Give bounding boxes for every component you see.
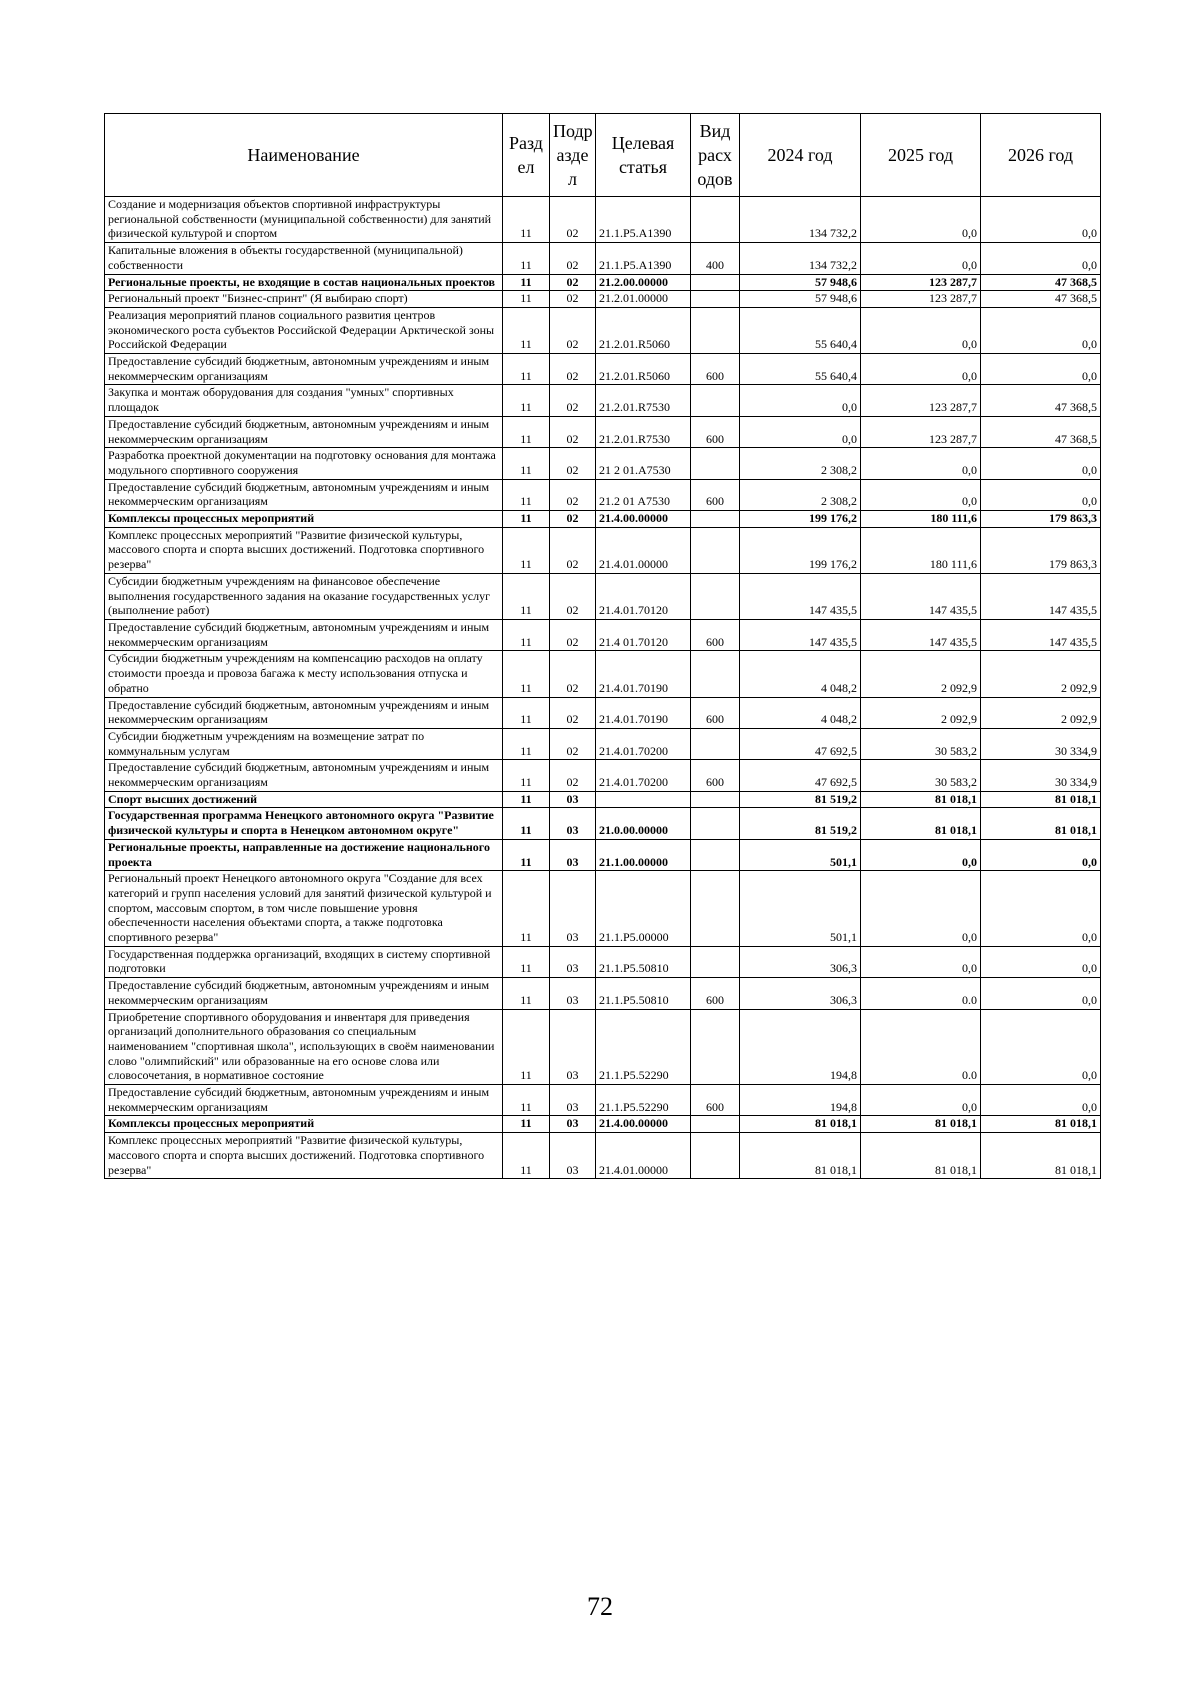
cell-razdel: 11 — [503, 527, 550, 573]
cell-2024: 306,3 — [740, 978, 861, 1009]
cell-2024: 57 948,6 — [740, 291, 861, 308]
cell-celevaya-statya: 21.2 01 A7530 — [596, 479, 691, 510]
header-2026: 2026 год — [981, 114, 1101, 197]
cell-podrazdel: 02 — [550, 479, 596, 510]
cell-2024: 47 692,5 — [740, 728, 861, 759]
table-header — [105, 114, 1101, 197]
header-2025: 2025 год — [861, 114, 981, 197]
cell-name: Региональные проекты, направленные на достижение национального проекта — [105, 839, 503, 870]
cell-2025: 0,0 — [861, 839, 981, 870]
cell-2024: 194,8 — [740, 1009, 861, 1085]
cell-name: Региональный проект Ненецкого автономного округа "Создание для всех категорий и групп населения условий для занятий физической культурой и спортом, массовым спортом, в том числе повышение уровня обеспеченности населения объектами спорта, а также подготовка спортивного резерва" — [105, 871, 503, 947]
cell-2024: 4 048,2 — [740, 651, 861, 697]
cell-name: Предоставление субсидий бюджетным, автономным учреждениям и иным некоммерческим организациям — [105, 416, 503, 447]
cell-2025: 0.0 — [861, 978, 981, 1009]
cell-name: Предоставление субсидий бюджетным, автономным учреждениям и иным некоммерческим организациям — [105, 479, 503, 510]
table-row — [105, 291, 1101, 308]
cell-podrazdel: 03 — [550, 871, 596, 947]
cell-2025: 0,0 — [861, 448, 981, 479]
cell-razdel: 11 — [503, 651, 550, 697]
cell-2026: 0,0 — [981, 197, 1101, 243]
cell-vid-raskhodov — [691, 1116, 740, 1133]
cell-vid-raskhodov: 600 — [691, 354, 740, 385]
cell-2024: 81 018,1 — [740, 1133, 861, 1179]
cell-podrazdel: 02 — [550, 197, 596, 243]
cell-razdel: 11 — [503, 1009, 550, 1085]
cell-2026: 0,0 — [981, 1009, 1101, 1085]
header-vid-raskhodov: Вид расх одов — [691, 114, 740, 197]
cell-2026: 0,0 — [981, 307, 1101, 353]
table-row — [105, 839, 1101, 870]
cell-2026: 0,0 — [981, 479, 1101, 510]
cell-2025: 81 018,1 — [861, 1116, 981, 1133]
cell-razdel: 11 — [503, 573, 550, 619]
cell-2026: 0,0 — [981, 243, 1101, 274]
cell-podrazdel: 02 — [550, 291, 596, 308]
cell-razdel: 11 — [503, 291, 550, 308]
cell-celevaya-statya: 21.1.P5.A1390 — [596, 243, 691, 274]
cell-podrazdel: 02 — [550, 619, 596, 650]
cell-podrazdel: 03 — [550, 1085, 596, 1116]
cell-podrazdel: 03 — [550, 1133, 596, 1179]
cell-name: Государственная поддержка организаций, входящих в систему спортивной подготовки — [105, 946, 503, 977]
cell-podrazdel: 02 — [550, 416, 596, 447]
cell-2026: 147 435,5 — [981, 573, 1101, 619]
cell-2025: 81 018,1 — [861, 808, 981, 839]
cell-razdel: 11 — [503, 760, 550, 791]
cell-2024: 194,8 — [740, 1085, 861, 1116]
cell-2025: 30 583,2 — [861, 760, 981, 791]
cell-2026: 0,0 — [981, 978, 1101, 1009]
cell-2025: 30 583,2 — [861, 728, 981, 759]
header-podrazdel: Подр азде л — [550, 114, 596, 197]
cell-2026: 2 092,9 — [981, 651, 1101, 697]
table-row — [105, 760, 1101, 791]
cell-2025: 0,0 — [861, 197, 981, 243]
cell-2025: 123 287,7 — [861, 385, 981, 416]
cell-vid-raskhodov: 600 — [691, 479, 740, 510]
cell-razdel: 11 — [503, 619, 550, 650]
cell-podrazdel: 02 — [550, 728, 596, 759]
cell-2026: 0,0 — [981, 871, 1101, 947]
cell-razdel: 11 — [503, 871, 550, 947]
cell-2024: 4 048,2 — [740, 697, 861, 728]
cell-razdel: 11 — [503, 839, 550, 870]
cell-2025: 0,0 — [861, 871, 981, 947]
cell-2026: 0,0 — [981, 946, 1101, 977]
cell-2026: 47 368,5 — [981, 291, 1101, 308]
cell-razdel: 11 — [503, 978, 550, 1009]
cell-razdel: 11 — [503, 197, 550, 243]
cell-celevaya-statya: 21.1.P5.50810 — [596, 978, 691, 1009]
table-row — [105, 1116, 1101, 1133]
table-row — [105, 511, 1101, 528]
cell-vid-raskhodov — [691, 728, 740, 759]
cell-2025: 0,0 — [861, 307, 981, 353]
table-row — [105, 274, 1101, 291]
cell-celevaya-statya: 21.1.P5.50810 — [596, 946, 691, 977]
cell-razdel: 11 — [503, 307, 550, 353]
cell-celevaya-statya: 21.4.01.00000 — [596, 1133, 691, 1179]
cell-vid-raskhodov — [691, 1009, 740, 1085]
cell-vid-raskhodov: 600 — [691, 416, 740, 447]
table-row — [105, 808, 1101, 839]
cell-2026: 30 334,9 — [981, 728, 1101, 759]
cell-podrazdel: 03 — [550, 791, 596, 808]
cell-2026: 0,0 — [981, 448, 1101, 479]
cell-celevaya-statya: 21.4.00.00000 — [596, 511, 691, 528]
cell-celevaya-statya: 21.2.01.R7530 — [596, 385, 691, 416]
cell-2025: 81 018,1 — [861, 1133, 981, 1179]
cell-2025: 147 435,5 — [861, 619, 981, 650]
cell-name: Капитальные вложения в объекты государственной (муниципальной) собственности — [105, 243, 503, 274]
cell-name: Предоставление субсидий бюджетным, автономным учреждениям и иным некоммерческим организациям — [105, 354, 503, 385]
table-body — [105, 197, 1101, 1179]
cell-2025: 0,0 — [861, 1085, 981, 1116]
cell-2026: 179 863,3 — [981, 511, 1101, 528]
cell-vid-raskhodov — [691, 573, 740, 619]
cell-podrazdel: 02 — [550, 448, 596, 479]
table-row — [105, 1133, 1101, 1179]
header-2024: 2024 год — [740, 114, 861, 197]
cell-name: Предоставление субсидий бюджетным, автономным учреждениям и иным некоммерческим организациям — [105, 760, 503, 791]
cell-podrazdel: 03 — [550, 839, 596, 870]
cell-2026: 30 334,9 — [981, 760, 1101, 791]
cell-podrazdel: 03 — [550, 978, 596, 1009]
cell-2025: 0,0 — [861, 479, 981, 510]
cell-2026: 81 018,1 — [981, 791, 1101, 808]
cell-razdel: 11 — [503, 728, 550, 759]
cell-name: Реализация мероприятий планов социального развития центров экономического роста субъектов Российской Федерации Арктической зоны Российской Федерации — [105, 307, 503, 353]
cell-2024: 81 018,1 — [740, 1116, 861, 1133]
table-row — [105, 479, 1101, 510]
cell-celevaya-statya — [596, 791, 691, 808]
cell-name: Региональный проект "Бизнес-спринт" (Я выбираю спорт) — [105, 291, 503, 308]
cell-2024: 2 308,2 — [740, 479, 861, 510]
cell-2025: 0.0 — [861, 1009, 981, 1085]
cell-2024: 0,0 — [740, 385, 861, 416]
table-row — [105, 791, 1101, 808]
cell-vid-raskhodov — [691, 291, 740, 308]
cell-celevaya-statya: 21.4.01.70200 — [596, 728, 691, 759]
table-row — [105, 871, 1101, 947]
cell-2024: 81 519,2 — [740, 791, 861, 808]
cell-2026: 81 018,1 — [981, 808, 1101, 839]
budget-table — [104, 113, 1101, 1179]
table-row — [105, 527, 1101, 573]
cell-podrazdel: 03 — [550, 808, 596, 839]
cell-podrazdel: 02 — [550, 760, 596, 791]
cell-razdel: 11 — [503, 354, 550, 385]
cell-2024: 306,3 — [740, 946, 861, 977]
cell-2024: 501,1 — [740, 871, 861, 947]
table-row — [105, 385, 1101, 416]
cell-2026: 47 368,5 — [981, 416, 1101, 447]
cell-razdel: 11 — [503, 1116, 550, 1133]
cell-vid-raskhodov — [691, 651, 740, 697]
cell-2024: 57 948,6 — [740, 274, 861, 291]
cell-podrazdel: 02 — [550, 354, 596, 385]
cell-2024: 199 176,2 — [740, 511, 861, 528]
cell-celevaya-statya: 21.1.P5.A1390 — [596, 197, 691, 243]
cell-celevaya-statya: 21.1.00.00000 — [596, 839, 691, 870]
cell-celevaya-statya: 21.4.01.70200 — [596, 760, 691, 791]
cell-razdel: 11 — [503, 385, 550, 416]
cell-2026: 0,0 — [981, 354, 1101, 385]
cell-celevaya-statya: 21.4.00.00000 — [596, 1116, 691, 1133]
cell-2024: 501,1 — [740, 839, 861, 870]
table-row — [105, 1085, 1101, 1116]
table-row — [105, 728, 1101, 759]
cell-razdel: 11 — [503, 946, 550, 977]
cell-name: Предоставление субсидий бюджетным, автономным учреждениям и иным некоммерческим организациям — [105, 697, 503, 728]
cell-2025: 2 092,9 — [861, 697, 981, 728]
cell-2026: 2 092,9 — [981, 697, 1101, 728]
cell-celevaya-statya: 21.2.01.R5060 — [596, 354, 691, 385]
header-celevaya-statya: Целевая статья — [596, 114, 691, 197]
cell-celevaya-statya: 21.0.00.00000 — [596, 808, 691, 839]
cell-2024: 47 692,5 — [740, 760, 861, 791]
cell-podrazdel: 02 — [550, 651, 596, 697]
cell-vid-raskhodov: 600 — [691, 760, 740, 791]
cell-vid-raskhodov — [691, 307, 740, 353]
cell-podrazdel: 02 — [550, 243, 596, 274]
table-row — [105, 1009, 1101, 1085]
cell-2024: 55 640,4 — [740, 354, 861, 385]
cell-razdel: 11 — [503, 1133, 550, 1179]
cell-razdel: 11 — [503, 697, 550, 728]
cell-name: Субсидии бюджетным учреждениям на возмещение затрат по коммунальным услугам — [105, 728, 503, 759]
cell-vid-raskhodov: 400 — [691, 243, 740, 274]
cell-podrazdel: 02 — [550, 307, 596, 353]
table-row — [105, 651, 1101, 697]
header-row — [105, 114, 1101, 197]
cell-razdel: 11 — [503, 511, 550, 528]
cell-vid-raskhodov: 600 — [691, 697, 740, 728]
cell-2024: 134 732,2 — [740, 197, 861, 243]
cell-celevaya-statya: 21.4.01.70190 — [596, 697, 691, 728]
cell-2025: 180 111,6 — [861, 511, 981, 528]
cell-celevaya-statya: 21 2 01.A7530 — [596, 448, 691, 479]
cell-name: Закупка и монтаж оборудования для создания "умных" спортивных площадок — [105, 385, 503, 416]
cell-celevaya-statya: 21.4.01.00000 — [596, 527, 691, 573]
cell-vid-raskhodov — [691, 527, 740, 573]
table-row — [105, 197, 1101, 243]
cell-vid-raskhodov — [691, 511, 740, 528]
cell-razdel: 11 — [503, 1085, 550, 1116]
cell-podrazdel: 02 — [550, 274, 596, 291]
cell-2024: 199 176,2 — [740, 527, 861, 573]
cell-2026: 0,0 — [981, 839, 1101, 870]
cell-vid-raskhodov — [691, 197, 740, 243]
cell-celevaya-statya: 21.1.P5.00000 — [596, 871, 691, 947]
cell-celevaya-statya: 21.2.01.00000 — [596, 291, 691, 308]
cell-name: Предоставление субсидий бюджетным, автономным учреждениям и иным некоммерческим организациям — [105, 619, 503, 650]
table-row — [105, 619, 1101, 650]
cell-vid-raskhodov: 600 — [691, 1085, 740, 1116]
cell-razdel: 11 — [503, 448, 550, 479]
cell-name: Региональные проекты, не входящие в состав национальных проектов — [105, 274, 503, 291]
cell-name: Субсидии бюджетным учреждениям на финансовое обеспечение выполнения государственного задания на оказание государственных услуг (выполнение работ) — [105, 573, 503, 619]
cell-name: Комплексы процессных мероприятий — [105, 511, 503, 528]
table-row — [105, 307, 1101, 353]
cell-2024: 147 435,5 — [740, 573, 861, 619]
cell-name: Комплекс процессных мероприятий "Развитие физической культуры, массового спорта и спорта высших достижений. Подготовка спортивного резерва" — [105, 1133, 503, 1179]
cell-podrazdel: 02 — [550, 385, 596, 416]
cell-vid-raskhodov — [691, 448, 740, 479]
cell-2026: 81 018,1 — [981, 1116, 1101, 1133]
cell-podrazdel: 02 — [550, 527, 596, 573]
cell-2024: 147 435,5 — [740, 619, 861, 650]
cell-podrazdel: 03 — [550, 946, 596, 977]
cell-celevaya-statya: 21.4.01.70120 — [596, 573, 691, 619]
cell-name: Приобретение спортивного оборудования и инвентаря для приведения организаций дополнительного образования со специальным наименованием "спортивная школа", использующих в своём наименовании слово "олимпийский" или образованные на его основе слова или словосочетания, в нормативное состояние — [105, 1009, 503, 1085]
cell-2024: 2 308,2 — [740, 448, 861, 479]
cell-razdel: 11 — [503, 479, 550, 510]
header-name: Наименование — [105, 114, 503, 197]
cell-2025: 2 092,9 — [861, 651, 981, 697]
cell-vid-raskhodov — [691, 946, 740, 977]
cell-2024: 0,0 — [740, 416, 861, 447]
cell-razdel: 11 — [503, 808, 550, 839]
cell-celevaya-statya: 21.2.00.00000 — [596, 274, 691, 291]
cell-vid-raskhodov — [691, 808, 740, 839]
cell-celevaya-statya: 21.2.01.R5060 — [596, 307, 691, 353]
cell-name: Предоставление субсидий бюджетным, автономным учреждениям и иным некоммерческим организациям — [105, 1085, 503, 1116]
cell-name: Спорт высших достижений — [105, 791, 503, 808]
cell-2026: 47 368,5 — [981, 385, 1101, 416]
cell-2024: 81 519,2 — [740, 808, 861, 839]
cell-2026: 179 863,3 — [981, 527, 1101, 573]
table-row — [105, 573, 1101, 619]
cell-celevaya-statya: 21.1.P5.52290 — [596, 1085, 691, 1116]
cell-razdel: 11 — [503, 274, 550, 291]
table-row — [105, 354, 1101, 385]
cell-2025: 0,0 — [861, 243, 981, 274]
cell-podrazdel: 03 — [550, 1116, 596, 1133]
cell-vid-raskhodov — [691, 871, 740, 947]
table-row — [105, 946, 1101, 977]
cell-celevaya-statya: 21.1.P5.52290 — [596, 1009, 691, 1085]
cell-razdel: 11 — [503, 416, 550, 447]
cell-razdel: 11 — [503, 243, 550, 274]
cell-vid-raskhodov: 600 — [691, 978, 740, 1009]
cell-vid-raskhodov — [691, 274, 740, 291]
table-row — [105, 416, 1101, 447]
cell-vid-raskhodov: 600 — [691, 619, 740, 650]
cell-razdel: 11 — [503, 791, 550, 808]
cell-2026: 0,0 — [981, 1085, 1101, 1116]
table-row — [105, 448, 1101, 479]
cell-2025: 81 018,1 — [861, 791, 981, 808]
cell-podrazdel: 02 — [550, 511, 596, 528]
cell-name: Комплексы процессных мероприятий — [105, 1116, 503, 1133]
cell-2026: 47 368,5 — [981, 274, 1101, 291]
table-row — [105, 978, 1101, 1009]
cell-2025: 0,0 — [861, 946, 981, 977]
cell-celevaya-statya: 21.2.01.R7530 — [596, 416, 691, 447]
cell-2025: 123 287,7 — [861, 416, 981, 447]
cell-vid-raskhodov — [691, 1133, 740, 1179]
cell-name: Субсидии бюджетным учреждениям на компенсацию расходов на оплату стоимости проезда и провоза багажа к месту использования отпуска и обратно — [105, 651, 503, 697]
cell-2025: 123 287,7 — [861, 274, 981, 291]
cell-vid-raskhodov — [691, 385, 740, 416]
cell-2025: 123 287,7 — [861, 291, 981, 308]
cell-2026: 147 435,5 — [981, 619, 1101, 650]
cell-vid-raskhodov — [691, 839, 740, 870]
cell-2025: 147 435,5 — [861, 573, 981, 619]
cell-celevaya-statya: 21.4 01.70120 — [596, 619, 691, 650]
cell-podrazdel: 02 — [550, 697, 596, 728]
cell-podrazdel: 03 — [550, 1009, 596, 1085]
cell-2025: 180 111,6 — [861, 527, 981, 573]
cell-2024: 55 640,4 — [740, 307, 861, 353]
cell-podrazdel: 02 — [550, 573, 596, 619]
cell-name: Предоставление субсидий бюджетным, автономным учреждениям и иным некоммерческим организациям — [105, 978, 503, 1009]
table-row — [105, 697, 1101, 728]
cell-name: Создание и модернизация объектов спортивной инфраструктуры региональной собственности (муниципальной собственности) для занятий физической культурой и спортом — [105, 197, 503, 243]
cell-2026: 81 018,1 — [981, 1133, 1101, 1179]
page-number: 72 — [587, 1592, 613, 1621]
cell-celevaya-statya: 21.4.01.70190 — [596, 651, 691, 697]
cell-name: Комплекс процессных мероприятий "Развитие физической культуры, массового спорта и спорта высших достижений. Подготовка спортивного резерва" — [105, 527, 503, 573]
table-row — [105, 243, 1101, 274]
cell-vid-raskhodov — [691, 791, 740, 808]
cell-2024: 134 732,2 — [740, 243, 861, 274]
header-razdel: Разд ел — [503, 114, 550, 197]
cell-name: Государственная программа Ненецкого автономного округа "Развитие физической культуры и спорта в Ненецком автономном округе" — [105, 808, 503, 839]
cell-2025: 0,0 — [861, 354, 981, 385]
cell-name: Разработка проектной документации на подготовку основания для монтажа модульного спортивного сооружения — [105, 448, 503, 479]
